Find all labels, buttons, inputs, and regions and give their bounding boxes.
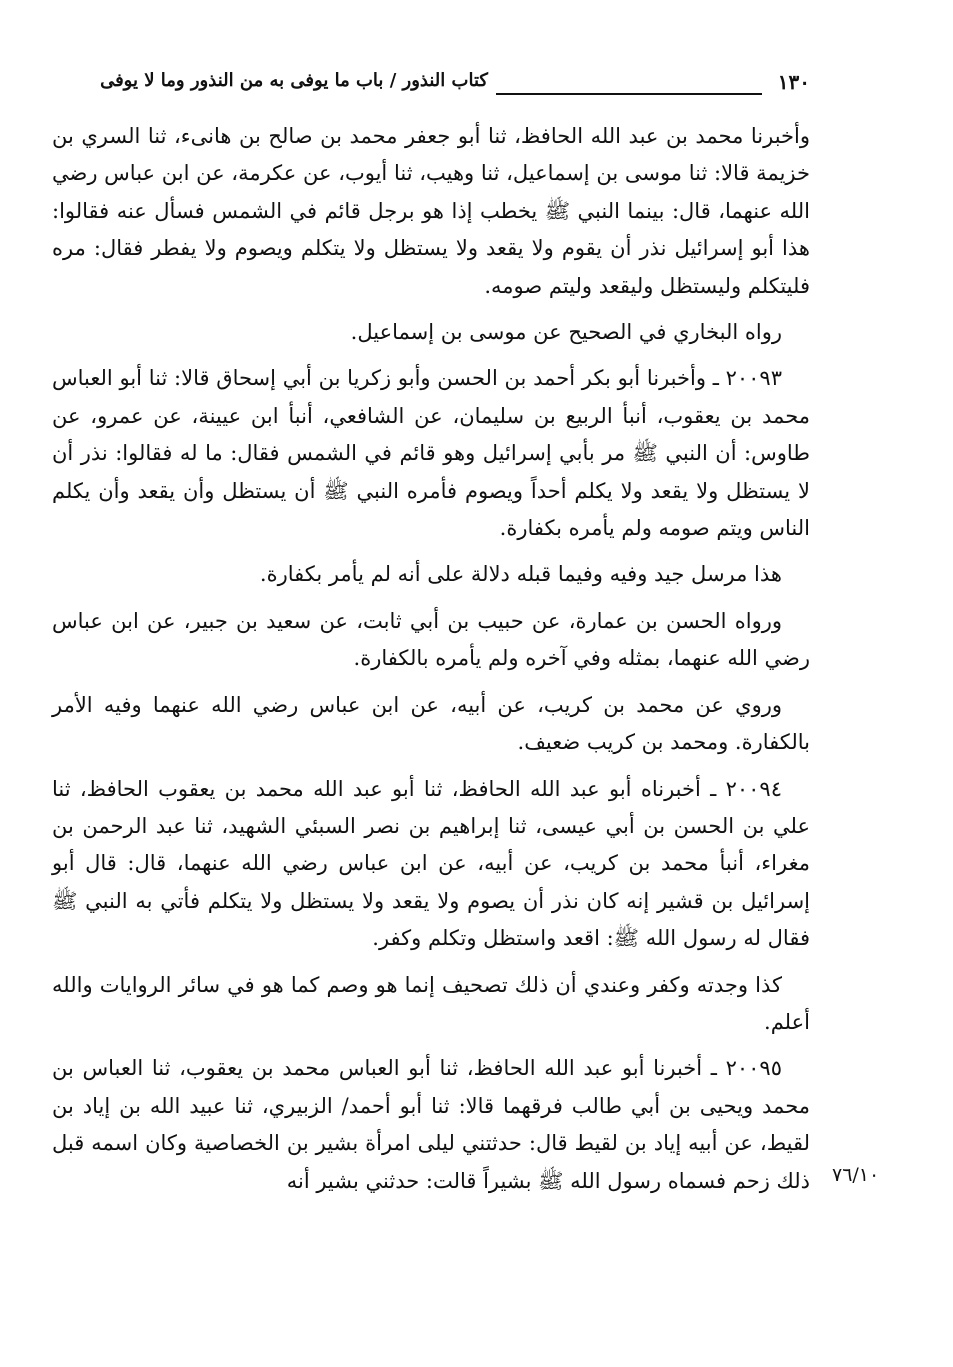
paragraph: كذا وجدته وكفر وعندي أن ذلك تصحيف إنما هو وصم كما هو في سائر الروايات والله أعلم. [52, 972, 810, 1034]
hadith-20095: ٢٠٠٩٥ ـ أخبرنا أبو عبد الله الحافظ، ثنا أبو العباس محمد بن يعقوب، ثنا العباس بن محمد ويحيى بن أبي طالب فرقهما قالا: ثنا أبو أحمد/ الزبيري، ثنا عبيد الله بن إياد بن لقيط، عن أبيه إياد بن لقيط قال: حدثتني ليلى امرأة بشير بن الخصاصية وكان اسمه قبل ذلك زحم فسماه رسول الله ﷺ بشيراً قالت: حدثني بشير أنه [52, 1056, 810, 1193]
paragraph: وروي عن محمد بن كريب، عن أبيه، عن ابن عباس رضي الله عنهما وفيه الأمر بالكفارة. ومحمد بن كريب ضعيف. [52, 692, 810, 755]
paragraph: رواه البخاري في الصحيح عن موسى بن إسماعيل. [350, 320, 782, 345]
page-header [52, 66, 810, 100]
paragraph: هذا مرسل جيد وفيه وفيما قبله دلالة على أنه لم يأمر بكفارة. [259, 562, 782, 587]
page-number: ١٣٠ [777, 70, 810, 94]
running-title: كتاب النذور / باب ما يوفى به من النذور وما لا يوفى [100, 70, 488, 91]
main-text [52, 118, 810, 1209]
margin-reference: ٧٦/١٠ [832, 1164, 880, 1186]
paragraph: ورواه الحسن بن عمارة، عن حبيب بن أبي ثابت، عن سعيد بن جبير، عن ابن عباس رضي الله عنهما، بمثله وفي آخره ولم يأمره بالكفارة. [52, 608, 810, 671]
header-rule [496, 93, 762, 95]
hadith-20093: ٢٠٠٩٣ ـ وأخبرنا أبو بكر أحمد بن الحسن وأبو زكريا بن أبي إسحاق قالا: ثنا أبو العباس محمد بن يعقوب، أنبأ الربيع بن سليمان، عن الشافعي، أنبأ ابن عيينة، عن عمرو، عن طاوس: أن النبي ﷺ مر بأبي إسرائيل وهو قائم في الشمس فقال: ما له فقالوا: نذر أن لا يستظل ولا يقعد ولا يكلم أحداً ويصوم فأمره النبي ﷺ أن يستظل وأن يقعد وأن يكلم الناس ويتم صومه ولم يأمره بكفارة. [52, 366, 810, 541]
hadith-20094: ٢٠٠٩٤ ـ أخبرناه أبو عبد الله الحافظ، ثنا أبو عبد الله محمد بن يعقوب الحافظ، ثنا علي بن الحسن بن أبي عيسى، ثنا إبراهيم بن نصر السبئي الشهيد، ثنا عبد الرحمن بن مغراء، أنبأ محمد بن كريب، عن أبيه، عن ابن عباس رضي الله عنهما، قال: قال أبو إسرائيل بن قشير إنه كان نذر أن يصوم ولا يقعد ولا يستظل ولا يتكلم فأتي به النبي ﷺ فقال له رسول الله ﷺ: اقعد واستظل وتكلم وكفر. [52, 776, 811, 951]
paragraph: وأخبرنا محمد بن عبد الله الحافظ، ثنا أبو جعفر محمد بن صالح بن هانىء، ثنا السري بن خزيمة قالا: ثنا موسى بن إسماعيل، ثنا وهيب، ثنا أيوب، عن عكرمة، عن ابن عباس رضي الله عنهما، قال: بينما النبي ﷺ يخطب إذا هو برجل قائم في الشمس فسأل عنه فقالوا: هذا أبو إسرائيل نذر أن يقوم ولا يقعد ولا يستظل ولا يتكلم ويصوم ولا يفطر فقال: مره فليتكلم وليستظل وليقعد وليتم صومه. [52, 124, 810, 298]
